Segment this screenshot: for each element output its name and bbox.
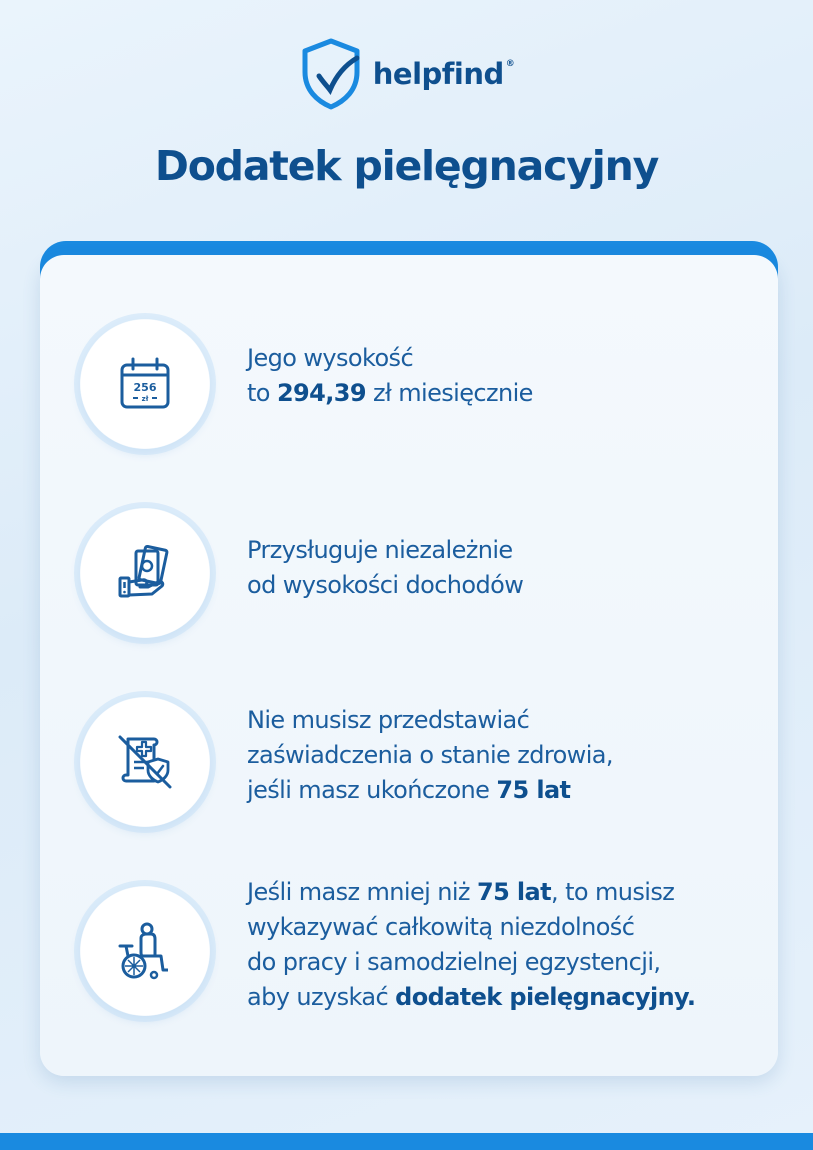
item-text (247, 875, 767, 1015)
text-span: zł miesięcznie (365, 379, 533, 407)
brand-logo (0, 38, 813, 110)
age-value: 75 lat (496, 776, 571, 804)
text-span: od wysokości dochodów (247, 571, 524, 599)
icon-circle (80, 697, 210, 827)
registered-mark: ® (505, 59, 515, 69)
icon-circle (80, 319, 210, 449)
text-span: wykazywać całkowitą niezdolność (247, 913, 635, 941)
text-span: jeśli masz ukończone (247, 776, 497, 804)
text-span: aby uzyskać (247, 983, 396, 1011)
text-span: to (247, 379, 277, 407)
item-line (247, 533, 767, 568)
info-card (40, 255, 778, 1076)
benefit-name: dodatek pielęgnacyjny. (395, 983, 696, 1011)
icon-circle (80, 886, 210, 1016)
amount-value: 294,39 (276, 379, 366, 407)
calendar-number: 256 (133, 381, 157, 394)
shield-check-icon (299, 38, 363, 110)
item-line (247, 376, 767, 411)
item-text (247, 703, 767, 808)
text-span: Jego wysokość (247, 344, 414, 372)
brand-wordmark (373, 57, 514, 91)
wheelchair-icon (114, 920, 176, 982)
item-line (247, 341, 767, 376)
item-line (247, 703, 767, 738)
age-value: 75 lat (476, 878, 552, 906)
item-line (247, 568, 767, 603)
item-line (247, 738, 767, 773)
text-span: Przysługuje niezależnie (247, 536, 513, 564)
item-text (247, 533, 767, 603)
text-span: Jeśli masz mniej niż (247, 878, 477, 906)
brand-name: helpfind (372, 57, 504, 91)
bottom-accent-bar (0, 1133, 813, 1150)
item-text (247, 341, 767, 411)
icon-circle (80, 508, 210, 638)
calendar-icon (114, 353, 176, 415)
hand-money-icon (114, 542, 176, 604)
item-line (247, 910, 767, 945)
no-health-certificate-icon (114, 731, 176, 793)
calendar-currency: zł (141, 395, 149, 403)
text-span: zaświadczenia o stanie zdrowia, (247, 741, 613, 769)
item-line (247, 980, 767, 1015)
item-line (247, 773, 767, 808)
text-span: Nie musisz przedstawiać (247, 706, 530, 734)
item-line (247, 875, 767, 910)
text-span: do pracy i samodzielnej egzystencji, (247, 948, 661, 976)
item-line (247, 945, 767, 980)
text-span: , to musisz (551, 878, 675, 906)
page-title: Dodatek pielęgnacyjny (154, 142, 659, 190)
